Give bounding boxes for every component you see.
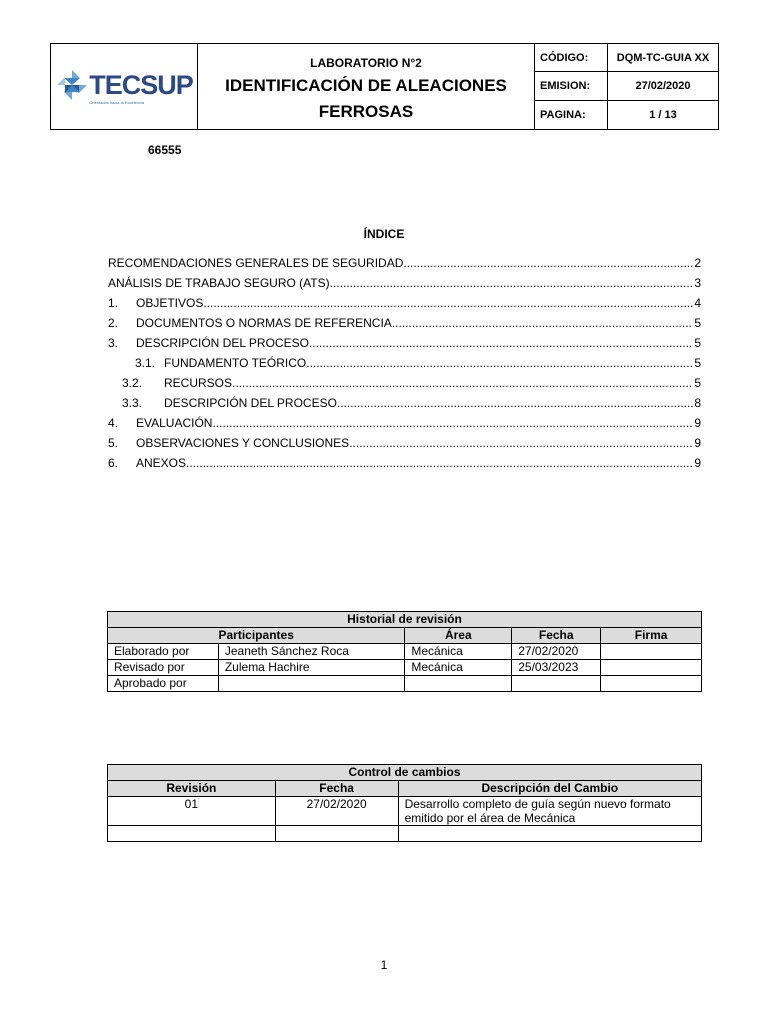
toc-number: 3. <box>108 336 119 350</box>
toc-number: 1. <box>108 296 119 310</box>
toc-label: RECOMENDACIONES GENERALES DE SEGURIDAD <box>108 256 404 270</box>
toc-page: 5 <box>694 376 701 390</box>
toc-page: 2 <box>694 256 701 270</box>
history-signature <box>601 644 702 660</box>
toc-number: 6. <box>108 456 119 470</box>
meta-key-code: CÓDIGO: <box>535 44 608 72</box>
history-area <box>405 676 512 692</box>
change-description <box>398 826 701 842</box>
toc-label: DESCRIPCIÓN DEL PROCESO <box>136 336 309 350</box>
history-col-signature: Firma <box>601 628 702 644</box>
logo-mark-icon <box>55 68 89 102</box>
toc-number: 3.2. <box>122 376 143 390</box>
history-area: Mecánica <box>405 644 512 660</box>
history-title: Historial de revisión <box>108 612 702 628</box>
toc-number: 4. <box>108 416 119 430</box>
table-of-contents <box>108 256 701 476</box>
toc-item[interactable] <box>108 256 701 276</box>
changes-col-revision: Revisión <box>108 781 276 797</box>
meta-value-page: 1 / 13 <box>649 108 677 121</box>
toc-page: 9 <box>694 436 701 450</box>
header-meta-grid <box>535 44 718 129</box>
changes-title: Control de cambios <box>108 765 702 781</box>
toc-number: 3.3. <box>122 396 143 410</box>
change-control-table <box>107 764 702 842</box>
table-row <box>108 676 702 692</box>
toc-item[interactable] <box>108 336 701 356</box>
history-date <box>512 676 601 692</box>
toc-item[interactable] <box>108 436 701 456</box>
toc-item[interactable] <box>108 376 701 396</box>
change-revision <box>108 826 276 842</box>
history-name <box>218 676 405 692</box>
document-header <box>50 43 719 130</box>
toc-number: 5. <box>108 436 119 450</box>
toc-item[interactable] <box>108 296 701 316</box>
changes-col-description: Descripción del Cambio <box>398 781 701 797</box>
meta-key-page: PAGINA: <box>535 101 608 129</box>
history-name: Jeaneth Sánchez Roca <box>218 644 405 660</box>
table-row <box>108 660 702 676</box>
history-col-participants: Participantes <box>108 628 405 644</box>
toc-page: 5 <box>694 336 701 350</box>
revision-history-table <box>107 611 702 692</box>
history-date: 27/02/2020 <box>512 644 601 660</box>
page-number: 1 <box>380 958 388 972</box>
toc-label: ANÁLISIS DE TRABAJO SEGURO (ATS) <box>108 276 330 290</box>
toc-number: 3.1. <box>135 356 156 370</box>
logo-tagline: Orientados hacia la Excelencia <box>89 100 145 105</box>
history-date: 25/03/2023 <box>512 660 601 676</box>
history-role: Aprobado por <box>108 676 219 692</box>
changes-col-date: Fecha <box>275 781 398 797</box>
logo-cell <box>51 44 198 129</box>
toc-page: 5 <box>694 356 701 370</box>
history-role: Revisado por <box>108 660 219 676</box>
toc-label: DESCRIPCIÓN DEL PROCESO <box>164 396 337 410</box>
meta-value-emission: 27/02/2020 <box>608 72 718 100</box>
change-revision: 01 <box>108 797 276 826</box>
index-title: ÍNDICE <box>363 227 405 241</box>
history-name: Zulema Hachire <box>218 660 405 676</box>
code-number: 66555 <box>148 143 182 157</box>
change-description-line2: emitido por el área de Mecánica <box>404 811 576 825</box>
toc-label: DOCUMENTOS O NORMAS DE REFERENCIA <box>136 316 392 330</box>
toc-page: 3 <box>694 276 701 290</box>
toc-label: FUNDAMENTO TEÓRICO <box>164 356 307 370</box>
history-role: Elaborado por <box>108 644 219 660</box>
change-date: 27/02/2020 <box>275 797 398 826</box>
history-signature <box>601 660 702 676</box>
toc-item[interactable] <box>108 316 701 336</box>
toc-item[interactable] <box>108 416 701 436</box>
toc-page: 9 <box>694 456 701 470</box>
history-col-area: Área <box>405 628 512 644</box>
toc-item[interactable] <box>108 396 701 416</box>
toc-label: OBSERVACIONES Y CONCLUSIONES <box>136 436 350 450</box>
toc-label: EVALUACIÓN <box>136 416 213 430</box>
toc-label: OBJETIVOS <box>136 296 204 310</box>
change-description-line1: Desarrollo completo de guía según nuevo formato <box>404 797 671 811</box>
toc-item[interactable] <box>108 276 701 296</box>
meta-key-emission: EMISION: <box>535 72 608 100</box>
toc-page: 5 <box>694 316 701 330</box>
toc-item[interactable] <box>108 356 701 376</box>
header-title-cell <box>198 44 535 129</box>
history-area: Mecánica <box>405 660 512 676</box>
table-row <box>108 797 702 826</box>
toc-page: 9 <box>694 416 701 430</box>
table-row <box>108 644 702 660</box>
toc-number: 2. <box>108 316 119 330</box>
toc-page: 8 <box>694 396 701 410</box>
toc-label: ANEXOS <box>136 456 187 470</box>
history-col-date: Fecha <box>512 628 601 644</box>
meta-value-code: DQM-TC-GUIA XX <box>608 44 718 72</box>
tecsup-logo <box>55 68 193 105</box>
logo-wordmark: TECSUP <box>89 70 193 100</box>
history-signature <box>601 676 702 692</box>
change-description <box>398 797 701 826</box>
table-row <box>108 826 702 842</box>
change-date <box>275 826 398 842</box>
toc-page: 4 <box>694 296 701 310</box>
lab-label: LABORATORIO N°2 <box>310 55 422 70</box>
toc-item[interactable] <box>108 456 701 476</box>
toc-label: RECURSOS <box>164 376 233 390</box>
document-title-line2: FERROSAS <box>318 101 414 121</box>
document-title-line1: IDENTIFICACIÓN DE ALEACIONES <box>225 75 507 95</box>
